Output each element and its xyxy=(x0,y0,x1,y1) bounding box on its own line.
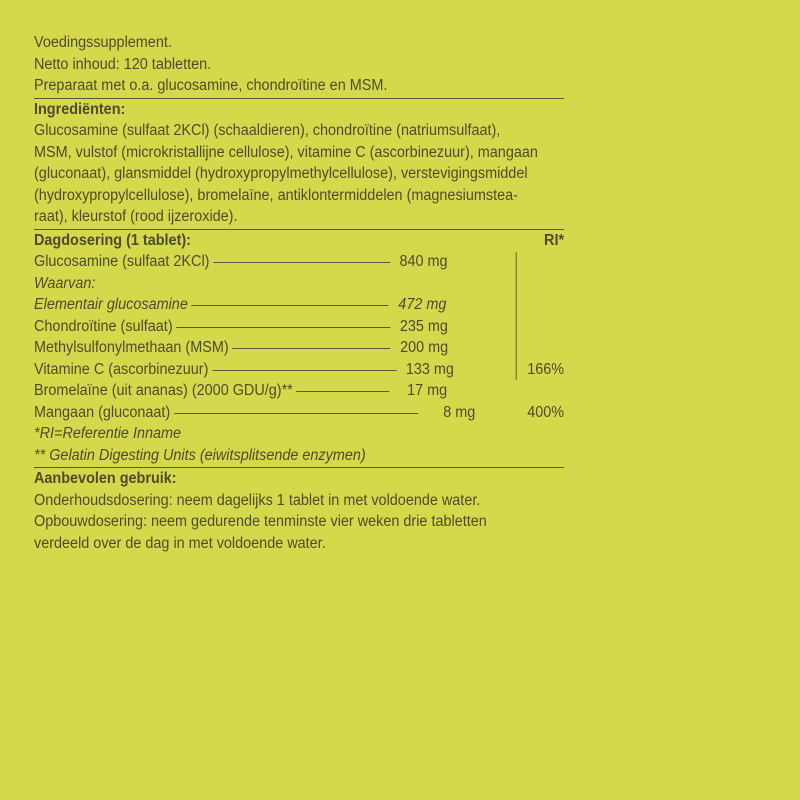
leader-line xyxy=(232,348,390,349)
net-contents: Netto inhoud: 120 tabletten. xyxy=(34,55,212,73)
ri-footnote: *RI=Referentie Inname xyxy=(34,425,182,442)
nutrient-name: Chondroïtine (sulfaat) xyxy=(34,317,173,335)
nutrient-amount: 200 mg xyxy=(400,339,449,356)
ri-heading: RI* xyxy=(544,231,565,249)
nutrient-amount: 133 mg xyxy=(405,360,454,378)
usage-line: Onderhoudsdosering: neem dagelijks 1 tablet in met voldoende water. xyxy=(34,491,481,509)
dosage-row-vitamin-c xyxy=(34,359,564,381)
nutrient-amount: 840 mg xyxy=(399,253,448,270)
nutrient-name: Methylsulfonylmethaan (MSM) xyxy=(34,339,229,356)
ingredients-line: (gluconaat), glansmiddel (hydroxypropylmethylcellulose), verstevigingsmiddel xyxy=(34,165,528,182)
dosage-header xyxy=(34,230,564,252)
leader-line xyxy=(176,327,390,328)
usage-line: verdeeld over de dag in met voldoende water. xyxy=(34,534,326,552)
usage-line: Opbouwdosering: neem gedurende tenminste vier weken drie tabletten xyxy=(34,513,487,530)
dosage-row-chondroitin xyxy=(34,316,564,338)
nutrient-name: Waarvan: xyxy=(34,274,96,292)
nutrient-amount: 8 mg xyxy=(443,403,476,421)
gdu-footnote: ** Gelatin Digesting Units (eiwitsplitsende enzymen) xyxy=(34,446,366,464)
dosage-row-bromelain xyxy=(34,380,564,402)
nutrient-ri: 166% xyxy=(527,360,565,378)
leader-line xyxy=(297,391,390,392)
nutrient-ri: 400% xyxy=(527,403,565,421)
preparation-description: Preparaat met o.a. glucosamine, chondroïtine en MSM. xyxy=(34,77,388,94)
nutrient-name: Bromelaïne (uit ananas) (2000 GDU/g)** xyxy=(34,382,293,399)
leader-line xyxy=(174,413,418,414)
dosage-row-glucosamine xyxy=(34,251,564,273)
leader-line xyxy=(192,305,389,306)
ingredients-line: raat), kleurstof (rood ijzeroxide). xyxy=(34,208,238,225)
nutrient-name: Glucosamine (sulfaat 2KCl) xyxy=(34,253,210,270)
dosage-table xyxy=(34,230,564,424)
nutrient-amount: 472 mg xyxy=(398,296,447,313)
product-type: Voedingssupplement. xyxy=(34,34,172,51)
dosage-row-of-which xyxy=(34,273,564,295)
dosage-row-manganese xyxy=(34,402,564,424)
nutrient-amount: 235 mg xyxy=(399,317,448,335)
ingredients-heading: Ingrediënten: xyxy=(34,100,126,118)
dosage-heading: Dagdosering (1 tablet): xyxy=(34,231,191,249)
ingredients-line: Glucosamine (sulfaat 2KCl) (schaaldieren), chondroïtine (natriumsulfaat), xyxy=(34,122,501,139)
ingredients-line: (hydroxypropylcellulose), bromelaïne, antiklontermiddelen (magnesiumstea- xyxy=(34,186,518,204)
leader-line xyxy=(213,262,390,263)
supplement-label xyxy=(34,32,564,554)
dosage-row-elemental-glucosamine xyxy=(34,294,564,316)
dosage-row-msm xyxy=(34,337,564,359)
nutrient-name: Elementair glucosamine xyxy=(34,296,188,313)
usage-heading: Aanbevolen gebruik: xyxy=(34,470,177,487)
leader-line xyxy=(212,370,396,371)
column-divider xyxy=(516,252,517,380)
nutrient-amount: 17 mg xyxy=(407,382,448,399)
nutrient-name: Mangaan (gluconaat) xyxy=(34,403,171,421)
ingredients-line: MSM, vulstof (microkristallijne cellulose), vitamine C (ascorbinezuur), mangaan xyxy=(34,143,538,161)
nutrient-name: Vitamine C (ascorbinezuur) xyxy=(34,360,209,378)
